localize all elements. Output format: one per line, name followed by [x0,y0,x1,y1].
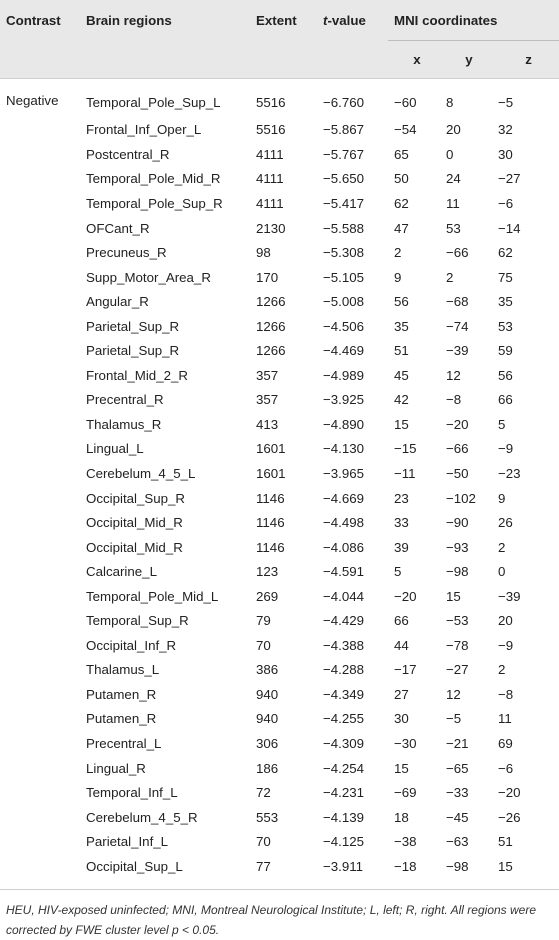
cell-y: −98 [446,858,469,874]
cell-region: Precentral_L [86,735,162,751]
cell-x: −54 [394,122,417,138]
cell-t: −4.130 [323,441,365,457]
cell-region: Putamen_R [86,686,157,702]
cell-z: −27 [498,171,521,187]
cell-z: −26 [498,809,521,825]
contrast-cell-empty [0,486,80,511]
contrast-label: Negative [6,93,59,108]
cell-t: −4.288 [323,662,365,678]
contrast-cell-empty [0,118,80,143]
cell-t: −4.469 [323,343,365,359]
cell-region: Temporal_Pole_Mid_R [86,171,221,187]
cell-y: 11 [446,195,460,211]
cell-x: 35 [394,318,409,334]
cell-t: −4.309 [323,735,365,751]
table-row [0,363,559,388]
cell-region: Occipital_Mid_R [86,515,183,531]
cell-x: 23 [394,490,409,506]
cell-region: Temporal_Inf_L [86,785,178,801]
contrast-cell-empty [0,829,80,854]
cell-extent: 357 [256,392,279,408]
cell-z: 75 [498,269,513,285]
cell-z: −39 [498,588,521,604]
contrast-cell-empty [0,289,80,314]
cell-extent: 170 [256,269,279,285]
cell-region: Cerebelum_4_5_L [86,465,196,481]
cell-t: −5.867 [323,122,365,138]
cell-y: −63 [446,834,469,850]
contrast-cell-empty [0,265,80,290]
cell-extent: 1601 [256,441,286,457]
cell-y: −27 [446,662,469,678]
cell-z: 59 [498,343,513,359]
cell-region: Occipital_Mid_R [86,539,183,555]
contrast-cell-empty [0,584,80,609]
table-row [0,829,559,854]
cell-extent: 70 [256,834,271,850]
cell-t: −4.669 [323,490,365,506]
cell-z: −6 [498,195,514,211]
cell-extent: 4111 [256,146,284,162]
cell-x: 15 [394,760,409,776]
cell-x: −15 [394,441,417,457]
cell-x: 56 [394,294,409,310]
cell-y: −93 [446,539,469,555]
header-t-suffix: -value [327,12,366,28]
cell-extent: 1266 [256,294,286,310]
contrast-cell-empty [0,216,80,241]
cell-extent: 269 [256,588,279,604]
cell-y: −20 [446,416,469,432]
cell-t: −4.139 [323,809,365,825]
cell-z: −6 [498,760,514,776]
contrast-cell-empty [0,805,80,830]
cell-y: −74 [446,318,469,334]
cell-region: Cerebelum_4_5_R [86,809,198,825]
cell-y: −53 [446,613,469,629]
contrast-cell-empty [0,682,80,707]
cell-extent: 413 [256,416,279,432]
header-blank [317,41,388,79]
cell-z: 62 [498,245,513,261]
table-row [0,535,559,560]
cell-region: OFCant_R [86,220,150,236]
table-row [0,633,559,658]
table-row [0,388,559,413]
table-row [0,756,559,781]
table-row [0,167,559,192]
contrast-cell-empty [0,388,80,413]
cell-z: 69 [498,735,513,751]
cell-region: Frontal_Inf_Oper_L [86,122,202,138]
cell-x: −20 [394,588,417,604]
cell-z: 0 [498,564,506,580]
cell-extent: 123 [256,564,279,580]
cell-z: −9 [498,441,514,457]
cell-y: 15 [446,588,461,604]
cell-t: −3.911 [323,858,364,874]
cell-x: 66 [394,613,409,629]
cell-region: Precentral_R [86,392,164,408]
cell-x: −69 [394,785,417,801]
cell-region: Lingual_R [86,760,146,776]
cell-z: 53 [498,318,513,334]
cell-extent: 357 [256,367,279,383]
header-z: z [492,41,559,79]
cell-region: Putamen_R [86,711,157,727]
contrast-cell-empty [0,731,80,756]
cell-region: Temporal_Pole_Mid_L [86,588,219,604]
cell-t: −4.254 [323,760,365,776]
table-footnote: HEU, HIV-exposed uninfected; MNI, Montreal Neurological Institute; L, left; R, right. All regions were corrected by FWE cluster level p < 0.05. [6,902,537,937]
cell-t: −5.417 [323,195,365,211]
cell-y: 8 [446,94,454,110]
cell-z: −14 [498,220,521,236]
table-row [0,584,559,609]
cell-z: 2 [498,539,506,555]
cell-z: 15 [498,858,513,874]
cell-x: −11 [394,465,416,481]
cell-extent: 98 [256,245,271,261]
contrast-cell-empty [0,535,80,560]
cell-z: −5 [498,94,514,110]
table-body [0,79,559,883]
table-row [0,437,559,462]
cell-y: −21 [446,735,469,751]
cell-z: 32 [498,122,513,138]
contrast-cell-empty [0,412,80,437]
table-row [0,805,559,830]
cell-y: −33 [446,785,469,801]
header-blank [80,41,250,79]
cell-extent: 5516 [256,122,286,138]
cell-x: −17 [394,662,417,678]
contrast-cell-empty [0,437,80,462]
cell-x: 65 [394,146,409,162]
table-row [0,240,559,265]
cell-y: −66 [446,441,469,457]
table-row [0,486,559,511]
cell-t: −4.506 [323,318,365,334]
cell-x: 45 [394,367,409,383]
table-row [0,338,559,363]
cell-t: −5.008 [323,294,365,310]
cell-y: −98 [446,564,469,580]
cell-extent: 940 [256,711,279,727]
cell-x: 30 [394,711,409,727]
table-row [0,780,559,805]
table-row [0,216,559,241]
contrast-cell-empty [0,510,80,535]
cell-region: Temporal_Pole_Sup_L [86,94,221,110]
contrast-cell-empty [0,608,80,633]
cell-extent: 1146 [256,515,285,531]
cell-extent: 5516 [256,94,286,110]
cell-extent: 79 [256,613,271,629]
cell-extent: 306 [256,735,279,751]
cell-extent: 186 [256,760,279,776]
cell-x: 2 [394,245,402,261]
cell-z: 66 [498,392,513,408]
cell-y: −5 [446,711,462,727]
header-t-letter: t [323,12,328,28]
cell-extent: 4111 [256,195,284,211]
cell-extent: 1601 [256,465,286,481]
cell-x: 51 [394,343,409,359]
cell-y: 12 [446,686,461,702]
contrast-cell-empty [0,363,80,388]
table-header [0,0,559,79]
cell-y: −78 [446,637,469,653]
cell-t: −4.591 [323,564,365,580]
cell-x: 5 [394,564,402,580]
cell-extent: 1146 [256,490,285,506]
cell-t: −4.429 [323,613,365,629]
cell-y: 20 [446,122,461,138]
cell-extent: 4111 [256,171,284,187]
cell-t: −3.925 [323,392,365,408]
cell-z: −9 [498,637,514,653]
header-blank [250,41,317,79]
cell-extent: 1266 [256,318,286,334]
cell-z: 5 [498,416,506,432]
cell-y: 12 [446,367,461,383]
cell-extent: 2130 [256,220,286,236]
table-row [0,559,559,584]
cell-t: −5.650 [323,171,365,187]
cell-z: 35 [498,294,513,310]
cell-region: Occipital_Inf_R [86,637,177,653]
cell-x: −60 [394,94,417,110]
cell-z: −20 [498,785,521,801]
cell-t: −4.125 [323,834,365,850]
contrast-cell-empty [0,191,80,216]
cell-z: −8 [498,686,514,702]
cell-x: −38 [394,834,417,850]
table-row [0,707,559,732]
cell-z: 56 [498,367,513,383]
cell-x: 15 [394,416,409,432]
cell-z: 2 [498,662,506,678]
table-row [0,510,559,535]
cell-t: −3.965 [323,465,365,481]
cell-extent: 386 [256,662,279,678]
cell-t: −4.349 [323,686,365,702]
contrast-cell-empty [0,658,80,683]
cell-region: Occipital_Sup_R [86,490,186,506]
cell-region: Angular_R [86,294,149,310]
contrast-cell-empty [0,633,80,658]
contrast-cell-empty [0,240,80,265]
cell-t: −5.767 [323,146,365,162]
cell-y: −8 [446,392,462,408]
cell-z: 9 [498,490,506,506]
cell-t: −4.231 [323,785,365,801]
cell-region: Temporal_Sup_R [86,613,189,629]
cell-x: −18 [394,858,417,874]
table-row [0,682,559,707]
header-t-value [317,0,388,41]
cell-region: Occipital_Sup_L [86,858,183,874]
cell-t: −6.760 [323,94,365,110]
cell-z: 30 [498,146,513,162]
cell-y: 53 [446,220,461,236]
cell-t: −4.890 [323,416,365,432]
cell-t: −5.105 [323,269,365,285]
table-row [0,142,559,167]
cell-region: Parietal_Sup_R [86,318,180,334]
cell-region: Precuneus_R [86,245,167,261]
contrast-cell-empty [0,707,80,732]
cell-y: −102 [446,490,476,506]
cell-y: −90 [446,515,469,531]
cell-y: −45 [446,809,469,825]
contrast-cell-empty [0,854,80,883]
contrast-cell-empty [0,461,80,486]
cell-region: Parietal_Sup_R [86,343,180,359]
cell-z: 51 [498,834,513,850]
contrast-cell-empty [0,338,80,363]
cell-t: −4.989 [323,367,365,383]
cell-t: −4.255 [323,711,365,727]
cell-region: Lingual_L [86,441,144,457]
contrast-cell-empty [0,142,80,167]
table-row [0,118,559,143]
cell-y: −50 [446,465,469,481]
cell-region: Supp_Motor_Area_R [86,269,211,285]
table-row [0,79,559,118]
cell-extent: 77 [256,858,271,874]
cell-z: 20 [498,613,513,629]
cell-x: 62 [394,195,409,211]
cell-z: 11 [498,711,512,727]
header-mni-coordinates: MNI coordinates [388,0,559,41]
table-row [0,658,559,683]
table-row [0,314,559,339]
header-blank [0,41,80,79]
contrast-cell-empty [0,559,80,584]
cell-extent: 72 [256,785,271,801]
cell-y: −39 [446,343,469,359]
table-row [0,608,559,633]
cell-region: Frontal_Mid_2_R [86,367,188,383]
cell-extent: 553 [256,809,279,825]
cell-t: −4.388 [323,637,365,653]
cell-extent: 1146 [256,539,285,555]
cell-region: Postcentral_R [86,146,170,162]
cell-x: 9 [394,269,402,285]
cell-x: 33 [394,515,409,531]
table-row [0,191,559,216]
cell-x: 44 [394,637,409,653]
cell-x: 18 [394,809,409,825]
contrast-cell-empty [0,780,80,805]
cell-x: 42 [394,392,409,408]
table-row [0,854,559,883]
table-row [0,412,559,437]
cell-y: −68 [446,294,469,310]
header-x: x [388,41,440,79]
cell-x: 50 [394,171,409,187]
cell-t: −4.498 [323,515,365,531]
cell-t: −5.588 [323,220,365,236]
table-row [0,265,559,290]
cell-x: 27 [394,686,409,702]
cell-x: 39 [394,539,409,555]
cell-extent: 70 [256,637,271,653]
cell-x: 47 [394,220,409,236]
table-row [0,461,559,486]
cell-x: −30 [394,735,417,751]
cell-t: −4.086 [323,539,365,555]
cell-extent: 940 [256,686,279,702]
cell-y: −65 [446,760,469,776]
contrast-cell-empty [0,167,80,192]
contrast-cell-empty [0,756,80,781]
header-extent: Extent [250,0,317,41]
cell-extent: 1266 [256,343,286,359]
cell-region: Parietal_Inf_L [86,834,169,850]
table-row [0,289,559,314]
header-y: y [440,41,492,79]
cell-region: Temporal_Pole_Sup_R [86,195,223,211]
header-contrast: Contrast [0,0,80,41]
cell-z: 26 [498,515,513,531]
cell-y: 0 [446,146,454,162]
cell-z: −23 [498,465,521,481]
cell-t: −5.308 [323,245,365,261]
cell-region: Thalamus_R [86,416,162,432]
table-row [0,731,559,756]
cell-y: 2 [446,269,454,285]
cell-t: −4.044 [323,588,365,604]
cell-y: −66 [446,245,469,261]
cell-region: Calcarine_L [86,564,157,580]
header-brain-regions: Brain regions [80,0,250,41]
cell-y: 24 [446,171,461,187]
contrast-cell-empty [0,314,80,339]
cell-region: Thalamus_L [86,662,160,678]
